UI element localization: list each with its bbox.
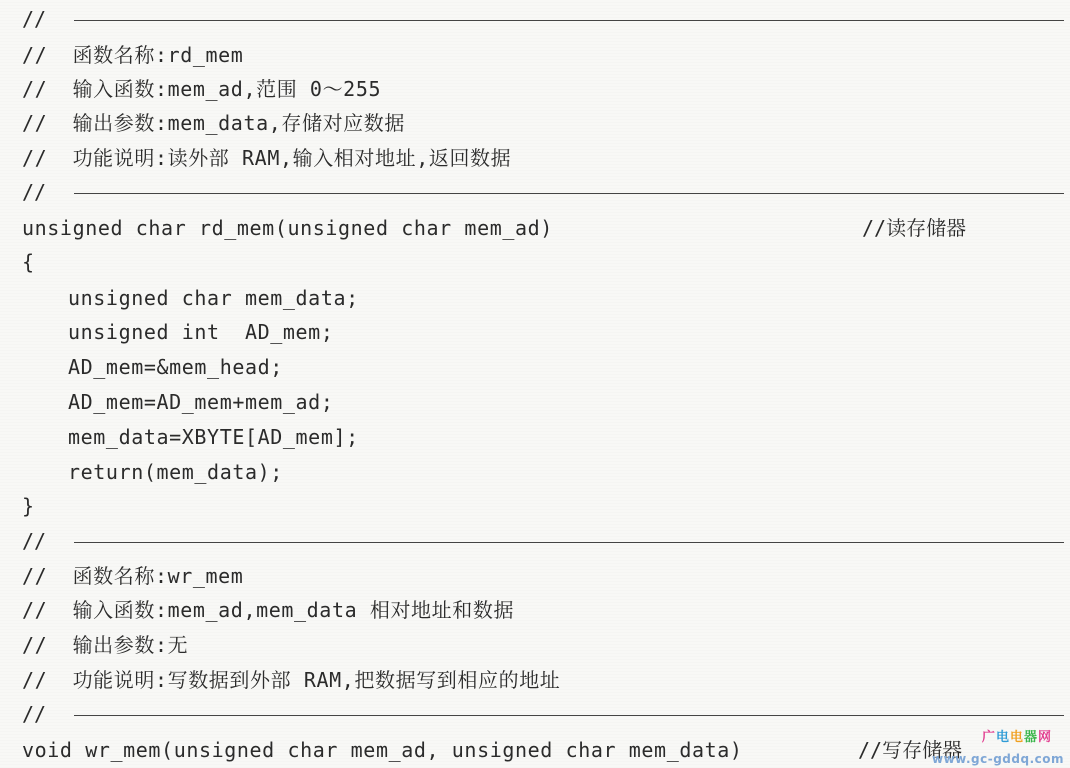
watermark-char: 器: [1023, 730, 1038, 745]
watermark-char: 电: [995, 730, 1010, 745]
comment-input: // 输入函数:mem_ad,范围 0～255: [22, 77, 382, 101]
separator-line: [22, 175, 1068, 209]
comment-input: // 输入函数:mem_ad,mem_data 相对地址和数据: [22, 598, 515, 622]
comment-description: // 功能说明:读外部 RAM,输入相对地址,返回数据: [22, 146, 512, 170]
comment-output: // 输出参数:无: [22, 633, 189, 657]
watermark-char: 电: [1009, 730, 1024, 745]
watermark-url: www.gc-gddq.com: [931, 752, 1064, 766]
watermark-brand: [982, 726, 1052, 745]
code-line: mem_data=XBYTE[AD_mem];: [68, 425, 359, 449]
separator-prefix: //: [22, 702, 47, 726]
function-comment: //读存储器: [862, 216, 967, 240]
separator-line: [22, 524, 1068, 558]
function-signature: void wr_mem(unsigned char mem_ad, unsigned char mem_data): [22, 738, 743, 762]
watermark-logo: [914, 726, 1064, 766]
code-line: unsigned int AD_mem;: [68, 320, 334, 344]
separator-prefix: //: [22, 7, 47, 31]
watermark-char: 网: [1037, 730, 1052, 745]
code-line: unsigned char mem_data;: [68, 286, 359, 310]
comment-output: // 输出参数:mem_data,存储对应数据: [22, 111, 405, 135]
comment-function-name: // 函数名称:wr_mem: [22, 564, 244, 588]
separator-rule: [74, 193, 1064, 194]
comment-function-name: // 函数名称:rd_mem: [22, 43, 244, 67]
separator-rule: [74, 20, 1064, 21]
open-brace: {: [22, 250, 35, 274]
separator-rule: [74, 715, 1064, 716]
function-comment: //写存储器: [858, 738, 963, 762]
code-line: return(mem_data);: [68, 460, 283, 484]
close-brace: }: [22, 494, 35, 518]
code-line: AD_mem=&mem_head;: [68, 355, 283, 379]
separator-prefix: //: [22, 529, 47, 553]
watermark-char: 广: [981, 730, 996, 745]
separator-rule: [74, 542, 1064, 543]
separator-prefix: //: [22, 180, 47, 204]
function-signature: unsigned char rd_mem(unsigned char mem_ad): [22, 216, 553, 240]
separator-line: [22, 2, 1068, 36]
separator-line: [22, 697, 1068, 731]
comment-description: // 功能说明:写数据到外部 RAM,把数据写到相应的地址: [22, 668, 561, 692]
code-line: AD_mem=AD_mem+mem_ad;: [68, 390, 334, 414]
